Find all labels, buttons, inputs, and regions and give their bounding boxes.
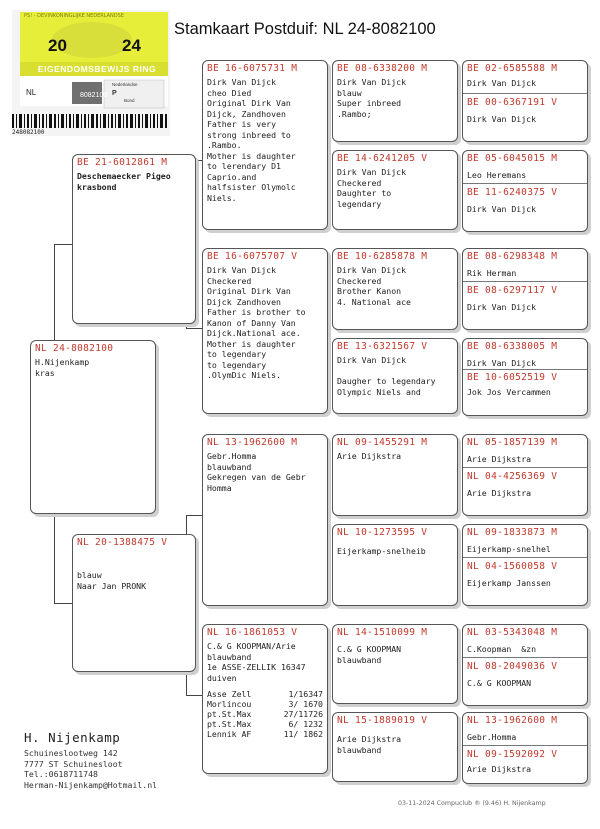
pigeon-notes: Jok Jos Vercammen (467, 386, 551, 397)
pigeon-card-gen3[interactable] (332, 434, 458, 516)
ring-number: NL 09-1455291 M (337, 437, 428, 448)
owner-city: 7777 ST Schuinesloot (24, 758, 123, 769)
pigeon-card-sire[interactable] (72, 154, 196, 324)
sticker-year-right: 24 (122, 36, 141, 55)
connector (186, 515, 202, 516)
ring-number: BE 08-6298348 M (467, 251, 558, 262)
pigeon-notes: Dirk Van Dijck Checkered Brother Kanon 4. National ace (337, 265, 411, 307)
ring-number: NL 08-2049036 V (463, 657, 587, 672)
pigeon-notes: Dirk Van Dijck Checkered Daughter to legendary (337, 167, 407, 209)
ring-number: BE 08-6338200 M (337, 63, 428, 74)
pigeon-card-gen3[interactable] (332, 150, 458, 230)
pigeon-notes: C.& G KOOPMAN/Arie blauwband 1e ASSE-ZELLIK 16347 duiven (207, 641, 306, 683)
ring-number: BE 10-6052519 V (463, 369, 587, 383)
pigeon-notes: Rik Herman (467, 268, 517, 278)
pigeon-card-gen3[interactable] (332, 524, 458, 606)
pigeon-pair-gen4[interactable] (462, 338, 588, 416)
ring-number: BE 02-6585588 M (467, 63, 558, 74)
owner-email[interactable]: Herman-Nijenkamp@Hotmail.nl (24, 779, 158, 790)
connector (186, 328, 202, 329)
race-result-row: Asse Zell 1/16347 (207, 689, 323, 699)
owner-street: Schuineslootweg 142 (24, 748, 118, 758)
ring-number: NL 13-1962600 M (467, 715, 558, 726)
ring-number: BE 10-6285878 M (337, 251, 428, 262)
ring-number: BE 08-6338005 M (467, 341, 558, 352)
connector (54, 603, 72, 604)
pigeon-notes: Dirk Van Dijck blauw Super inbreed .Rambo; (337, 77, 407, 119)
sticker-badge-3: Bond (124, 98, 135, 103)
ring-number: NL 04-1560058 V (463, 557, 587, 572)
pigeon-notes: Arie Dijkstra (467, 763, 532, 774)
pigeon-notes: Dirk Van Dijck (467, 78, 537, 88)
page-title: Stamkaart Postduif: NL 24-8082100 (174, 20, 436, 38)
ring-number: BE 08-6297117 V (463, 281, 587, 296)
ring-number: NL 10-1273595 V (337, 527, 428, 538)
ring-number: NL 24-8082100 (35, 343, 114, 354)
pigeon-notes: Gebr.Homma (467, 732, 517, 742)
pigeon-notes: Dirk Van Dijck (467, 203, 537, 214)
ring-number: NL 04-4256369 V (463, 467, 587, 482)
ring-number: BE 05-6045015 M (467, 153, 558, 164)
pigeon-pair-gen4[interactable] (462, 150, 588, 232)
pigeon-notes: Dirk Van Dijck Checkered Original Dirk Van Dijck Zandhoven Father is brother to Kanon of Danny Van Dijck.National ace. Mother is daughter to legendary to legendary .OlymDic Niels. (207, 265, 306, 380)
ownership-sticker (12, 10, 170, 136)
pigeon-card-gen3[interactable] (332, 712, 458, 782)
ring-number: NL 16-1861053 V (207, 627, 298, 638)
pigeon-notes: Arie Dijkstra blauwband (337, 734, 402, 755)
pigeon-pair-gen4[interactable] (462, 712, 588, 784)
pigeon-pair-gen4[interactable] (462, 60, 588, 142)
pigeon-notes: Leo Heremans (467, 170, 527, 180)
ring-number: BE 00-6367191 V (463, 93, 587, 108)
pigeon-card-gen3[interactable] (332, 338, 458, 414)
pigeon-notes: Dirk Van Dijck cheo Died Original Dirk Van Dijck, Zandhoven Father is very strong inbreed to .Rambo. Mother is daughter to lerendary D1 Caprio.and halfsister Olymolc Niels. (207, 77, 296, 203)
ring-number: NL 03-5343048 M (467, 627, 558, 638)
pigeon-card-granddam-maternal[interactable] (202, 624, 328, 774)
ring-number: BE 21-6012861 M (77, 157, 168, 168)
pigeon-notes: Dirk Van Dijck (467, 113, 537, 124)
pigeon-notes: Dirk Van Dijck (467, 301, 537, 312)
ring-number: BE 16-6075731 M (207, 63, 298, 74)
owner-phone: Tel.:0618711748 (24, 769, 98, 779)
owner-block (24, 730, 157, 790)
connector (54, 244, 72, 245)
sticker-year-left: 20 (48, 36, 67, 55)
ring-number: BE 11-6240375 V (463, 183, 587, 198)
pigeon-notes: Arie Dijkstra (467, 487, 532, 498)
pigeon-notes: Dirk Van Dijck Daugher to legendary Olympic Niels and (337, 355, 436, 397)
race-results (203, 689, 327, 739)
sticker-badge-2: P (112, 90, 117, 97)
pigeon-card-gen3[interactable] (332, 248, 458, 330)
ring-number: NL 09-1833873 M (467, 527, 558, 538)
sticker-header: PS! - DEVINKONINGLIJKE NEDERLANDSE (24, 13, 124, 19)
ring-number: NL 05-1857139 M (467, 437, 558, 448)
race-result-row: Lennik AF 11/ 1862 (207, 729, 323, 739)
pigeon-card-subject[interactable] (30, 340, 156, 514)
pigeon-notes: blauw Naar Jan PRONK (77, 570, 147, 591)
ring-number: NL 13-1962600 M (207, 437, 298, 448)
sticker-ring-number: 8082100 (80, 92, 108, 99)
sticker-country: NL (26, 88, 37, 97)
race-result-row: pt.St.Max 27/11726 (207, 709, 323, 719)
pigeon-notes: Dirk Van Dijck (467, 358, 537, 368)
pigeon-card-grandsire-paternal[interactable] (202, 60, 328, 230)
pigeon-pair-gen4[interactable] (462, 524, 588, 606)
pigeon-notes: C.Koopman &zn (467, 644, 537, 654)
sticker-barcode-number: 248082100 (12, 129, 45, 136)
pigeon-notes: Eijerkamp Janssen (467, 577, 551, 588)
pigeon-notes: Gebr.Homma blauwband Gekregen van de Gebr Homma (207, 451, 306, 493)
footer-print-info: 03-11-2024 Compuclub ® (9.46) H. Nijenkamp (398, 800, 546, 807)
ring-number: NL 09-1592092 V (463, 745, 587, 760)
race-result-row: pt.St.Max 6/ 1232 (207, 719, 323, 729)
owner-name: H. Nijenkamp (24, 730, 121, 745)
connector (186, 695, 202, 696)
pigeon-notes: Eijerkamp-snelheib (337, 546, 426, 556)
race-result-row: Morlincou 3/ 1670 (207, 699, 323, 709)
ring-number: BE 14-6241205 V (337, 153, 428, 164)
pigeon-card-grandsire-maternal[interactable] (202, 434, 328, 606)
pigeon-pair-gen4[interactable] (462, 624, 588, 706)
sticker-band: EIGENDOMSBEWIJS RING (37, 64, 157, 74)
pigeon-notes: Deschemaecker Pigeo krasbond (77, 171, 171, 192)
ring-number: NL 15-1889019 V (337, 715, 428, 726)
sticker-badge-1: Nederlandse (112, 82, 138, 87)
pigeon-card-dam[interactable] (72, 534, 196, 672)
pigeon-notes: C.& G KOOPMAN (467, 677, 532, 688)
pigeon-notes: H.Nijenkamp kras (35, 357, 90, 378)
ring-number: NL 14-1510099 M (337, 627, 428, 638)
ring-number: BE 16-6075707 V (207, 251, 298, 262)
pigeon-notes: C.& G KOOPMAN blauwband (337, 644, 402, 665)
pigeon-pair-gen4[interactable] (462, 434, 588, 516)
pigeon-notes: Arie Dijkstra (467, 454, 532, 464)
pigeon-pair-gen4[interactable] (462, 248, 588, 330)
pigeon-notes: Eijerkamp-snelhel (467, 544, 551, 554)
pigeon-card-granddam-paternal[interactable] (202, 248, 328, 414)
pigeon-card-gen3[interactable] (332, 624, 458, 704)
ring-number: NL 20-1388475 V (77, 537, 168, 548)
pigeon-notes: Arie Dijkstra (337, 451, 402, 461)
ring-number: BE 13-6321567 V (337, 341, 428, 352)
pigeon-card-gen3[interactable] (332, 60, 458, 142)
